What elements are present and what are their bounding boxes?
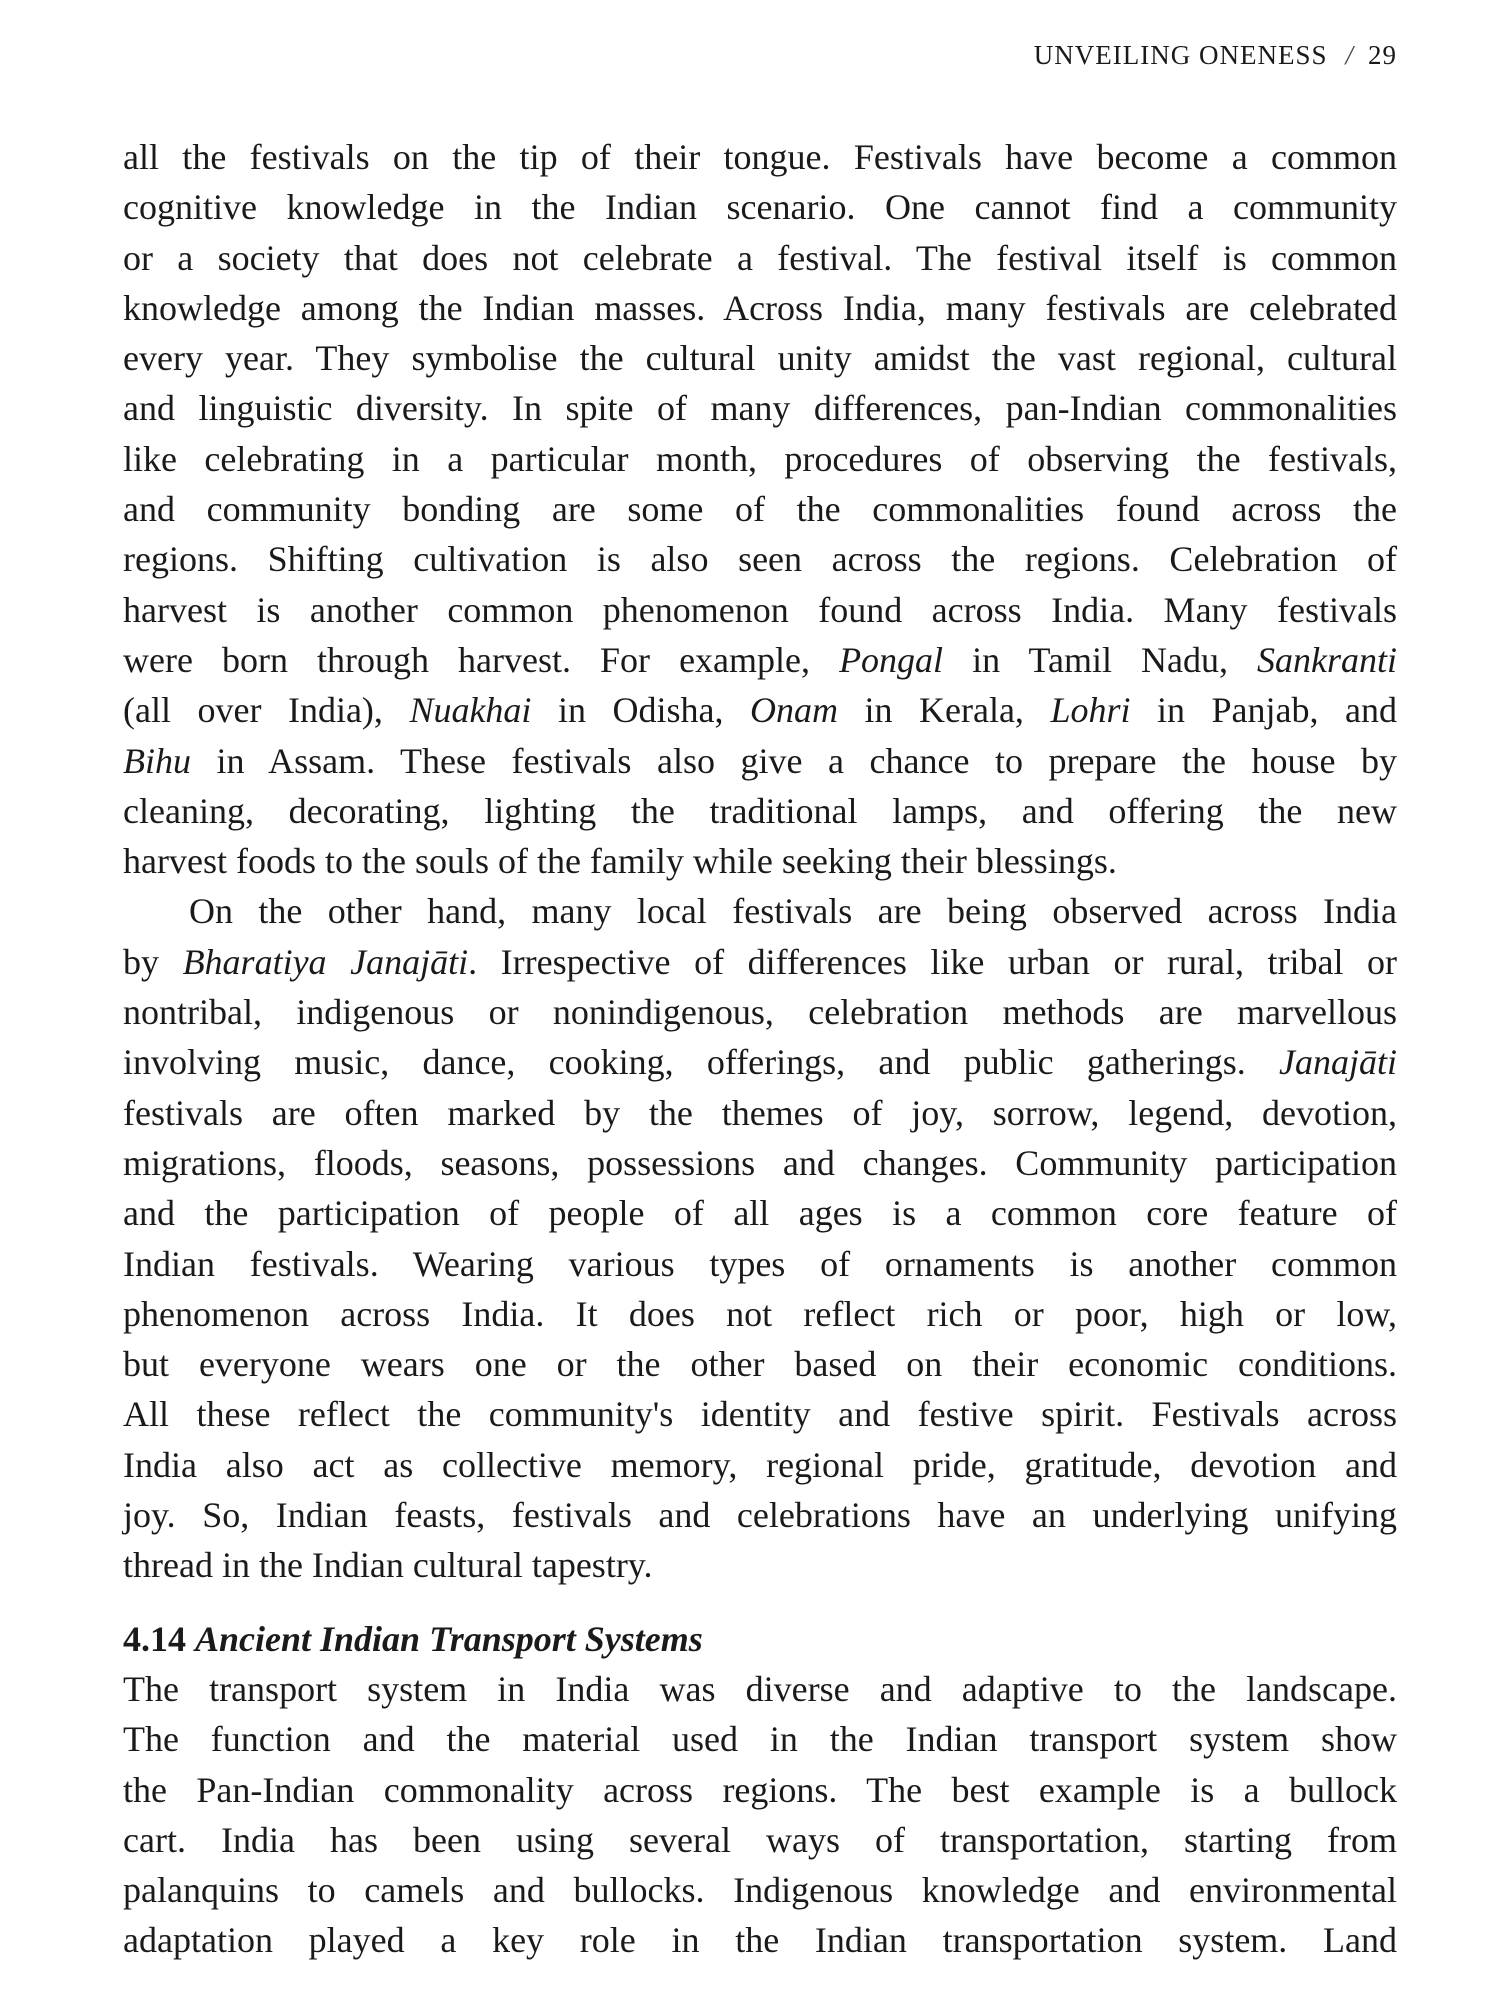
text-span: All these reflect the community's identity and festive spirit. Festivals across: [123, 1394, 1397, 1435]
paragraph: [123, 1664, 1397, 1966]
text-span: but everyone wears one or the other based on their economic conditions.: [123, 1344, 1397, 1385]
text-line: [123, 1865, 1397, 1915]
paragraph: [123, 886, 1397, 1590]
text-span: every year. They symbolise the cultural unity amidst the vast regional, cultural: [123, 338, 1397, 379]
text-line: [123, 786, 1397, 836]
text-line: [123, 1714, 1397, 1764]
text-line: [123, 886, 1397, 936]
text-line: [123, 736, 1397, 786]
text-line: [123, 1614, 1397, 1664]
italic-text: Pongal: [839, 639, 944, 680]
text-line: [123, 132, 1397, 182]
text-span: in Tamil Nadu,: [943, 639, 1258, 680]
text-line: [123, 1765, 1397, 1815]
text-line: [123, 1188, 1397, 1238]
text-span: knowledge among the Indian masses. Across India, many festivals are celebrated: [123, 287, 1397, 328]
text-span: cart. India has been using several ways of transportation, starting from: [123, 1819, 1397, 1860]
text-line: [123, 182, 1397, 232]
text-line: [123, 333, 1397, 383]
text-line: [123, 283, 1397, 333]
text-span: in Panjab, and: [1130, 690, 1397, 731]
text-span: in Kerala,: [837, 690, 1051, 731]
text-span: The function and the material used in the Indian transport system show: [123, 1719, 1397, 1760]
text-line: [123, 1540, 1397, 1590]
paragraph: [123, 132, 1397, 886]
text-line: [123, 1138, 1397, 1188]
text-span: migrations, floods, seasons, possessions and changes. Community participation: [123, 1142, 1397, 1183]
text-span: and community bonding are some of the commonalities found across the: [123, 489, 1397, 530]
text-line: [123, 1915, 1397, 1965]
text-span: (all over India),: [123, 690, 410, 731]
text-line: [123, 1490, 1397, 1540]
section-heading: [123, 1614, 1397, 1664]
text-span: and linguistic diversity. In spite of many differences, pan-Indian commonalities: [123, 388, 1397, 429]
text-line: [123, 1037, 1397, 1087]
page-body: [123, 132, 1397, 1966]
text-line: [123, 685, 1397, 735]
text-line: [123, 836, 1397, 886]
italic-text: Ancient Indian Transport Systems: [195, 1618, 703, 1659]
italic-text: Bihu: [123, 740, 191, 781]
text-span: like celebrating in a particular month, procedures of observing the festivals,: [123, 438, 1397, 479]
text-span: India also act as collective memory, regional pride, gratitude, devotion and: [123, 1444, 1397, 1485]
italic-text: Sankranti: [1257, 639, 1398, 680]
text-span: the Pan-Indian commonality across regions. The best example is a bullock: [123, 1769, 1397, 1810]
text-line: [123, 434, 1397, 484]
text-line: [123, 635, 1397, 685]
text-span: in Odisha,: [531, 690, 750, 731]
text-line: [123, 585, 1397, 635]
italic-text: Janajāti: [1279, 1042, 1397, 1083]
text-span: cleaning, decorating, lighting the traditional lamps, and offering the new: [123, 790, 1397, 831]
text-line: [123, 1815, 1397, 1865]
text-span: 4.14: [123, 1618, 195, 1659]
text-span: all the festivals on the tip of their tongue. Festivals have become a common: [123, 137, 1397, 177]
text-span: cognitive knowledge in the Indian scenario. One cannot find a community: [123, 187, 1397, 228]
italic-text: Lohri: [1050, 690, 1131, 731]
text-span: . Irrespective of differences like urban or rural, tribal or: [468, 941, 1398, 982]
italic-text: Nuakhai: [409, 690, 532, 731]
italic-text: Bharatiya Janajāti: [182, 941, 469, 982]
text-span: palanquins to camels and bullocks. Indigenous knowledge and environmental: [123, 1870, 1397, 1911]
text-line: [123, 383, 1397, 433]
running-head-title: UNVEILING ONENESS: [1033, 40, 1328, 70]
text-span: involving music, dance, cooking, offerings, and public gatherings.: [123, 1042, 1280, 1083]
page-number: 29: [1368, 40, 1397, 70]
text-line: [123, 484, 1397, 534]
text-line: [123, 937, 1397, 987]
text-line: [123, 1339, 1397, 1389]
text-line: [123, 1088, 1397, 1138]
text-span: in Assam. These festivals also give a chance to prepare the house by: [191, 740, 1397, 781]
text-line: [123, 1440, 1397, 1490]
text-span: On the other hand, many local festivals are being observed across India: [189, 891, 1397, 932]
text-span: harvest foods to the souls of the family while seeking their blessings.: [123, 841, 1117, 882]
text-span: were born through harvest. For example,: [123, 639, 840, 680]
text-span: or a society that does not celebrate a festival. The festival itself is common: [123, 237, 1397, 278]
text-line: [123, 1239, 1397, 1289]
text-span: festivals are often marked by the themes of joy, sorrow, legend, devotion,: [123, 1092, 1397, 1133]
text-span: thread in the Indian cultural tapestry.: [123, 1545, 653, 1586]
text-line: [123, 1664, 1397, 1714]
text-line: [123, 233, 1397, 283]
running-head-separator: /: [1345, 40, 1354, 70]
running-head: [1034, 40, 1397, 71]
text-span: phenomenon across India. It does not reflect rich or poor, high or low,: [123, 1293, 1397, 1334]
text-line: [123, 1289, 1397, 1339]
text-span: joy. So, Indian feasts, festivals and celebrations have an underlying unifying: [123, 1495, 1397, 1536]
text-span: and the participation of people of all ages is a common core feature of: [123, 1193, 1397, 1234]
text-line: [123, 1389, 1397, 1439]
text-span: Indian festivals. Wearing various types of ornaments is another common: [123, 1243, 1397, 1284]
text-span: harvest is another common phenomenon found across India. Many festivals: [123, 589, 1397, 630]
text-span: regions. Shifting cultivation is also seen across the regions. Celebration of: [123, 539, 1397, 580]
text-span: adaptation played a key role in the Indian transportation system. Land: [123, 1920, 1397, 1961]
text-span: The transport system in India was diverse and adaptive to the landscape.: [123, 1668, 1397, 1709]
italic-text: Onam: [749, 690, 838, 731]
text-line: [123, 534, 1397, 584]
text-line: [123, 987, 1397, 1037]
text-span: by: [123, 941, 183, 982]
text-span: nontribal, indigenous or nonindigenous, celebration methods are marvellous: [123, 992, 1397, 1033]
